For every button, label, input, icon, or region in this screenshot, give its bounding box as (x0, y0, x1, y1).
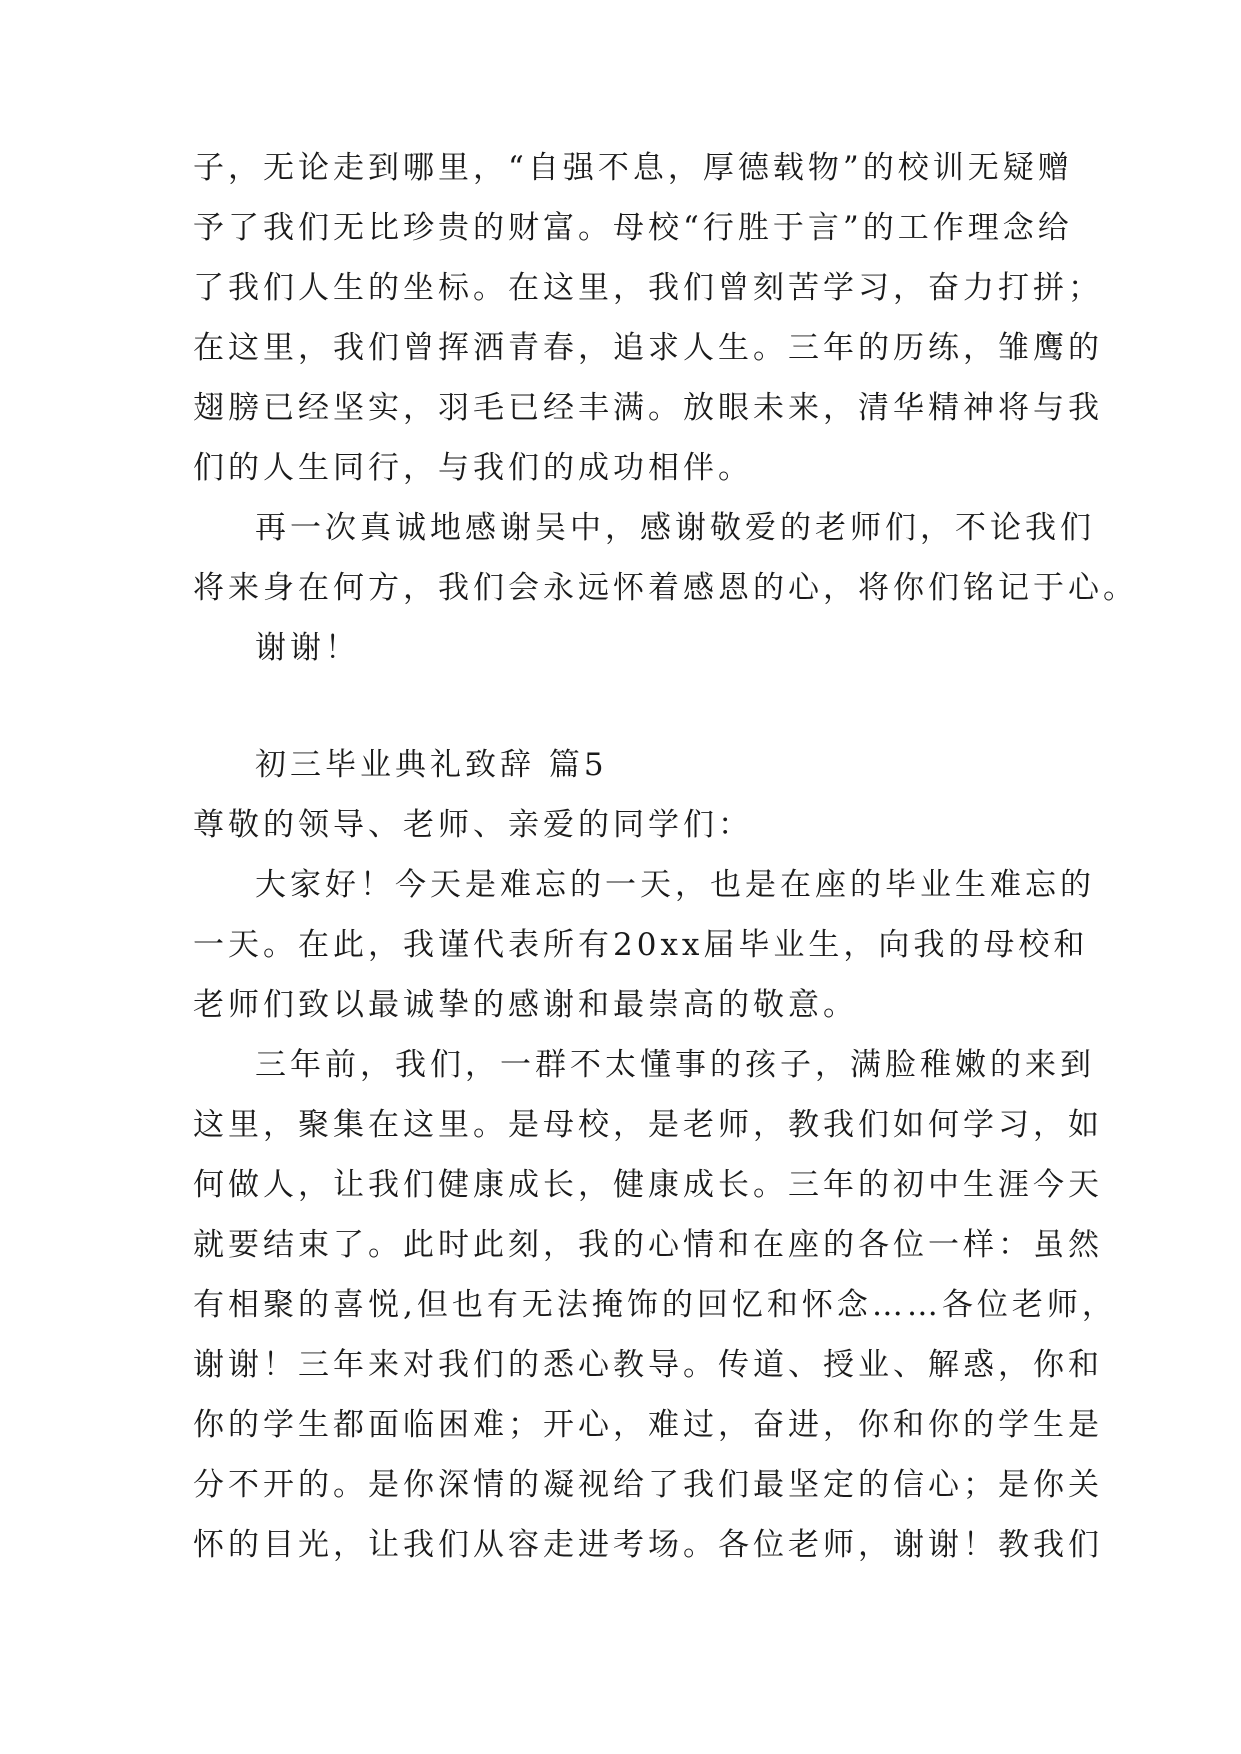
salutation: 尊敬的领导、老师、亲爱的同学们： (193, 807, 753, 843)
text-line: 这里，聚集在这里。是母校，是老师，教我们如何学习，如 (193, 1107, 1103, 1143)
text-line: 们的人生同行，与我们的成功相伴。 (193, 450, 753, 486)
text-line: 怀的目光，让我们从容走进考场。各位老师，谢谢！教我们 (193, 1527, 1103, 1563)
text-line: 分不开的。是你深情的凝视给了我们最坚定的信心；是你关 (193, 1467, 1103, 1503)
paragraph-first-line: 再一次真诚地感谢吴中，感谢敬爱的老师们，不论我们 (255, 510, 1095, 546)
text-line: 就要结束了。此时此刻，我的心情和在座的各位一样：虽然 (193, 1227, 1103, 1263)
text-line: 在这里，我们曾挥洒青春，追求人生。三年的历练，雏鹰的 (193, 330, 1103, 366)
text-line: 一天。在此，我谨代表所有20xx届毕业生，向我的母校和 (193, 927, 1089, 963)
text-line: 老师们致以最诚挚的感谢和最崇高的敬意。 (193, 987, 858, 1023)
section-heading: 初三毕业典礼致辞 篇5 (255, 747, 608, 783)
text-line: 予了我们无比珍贵的财富。母校“行胜于言”的工作理念给 (193, 210, 1073, 246)
text-line: 将来身在何方，我们会永远怀着感恩的心，将你们铭记于心。 (193, 570, 1138, 606)
text-line: 子，无论走到哪里，“自强不息，厚德载物”的校训无疑赠 (193, 150, 1073, 186)
paragraph-first-line: 大家好！今天是难忘的一天，也是在座的毕业生难忘的 (255, 867, 1095, 903)
paragraph-first-line: 三年前，我们，一群不太懂事的孩子，满脸稚嫩的来到 (255, 1047, 1095, 1083)
text-line: 你的学生都面临困难；开心，难过，奋进，你和你的学生是 (193, 1407, 1103, 1443)
text-line: 谢谢！三年来对我们的悉心教导。传道、授业、解惑，你和 (193, 1347, 1103, 1383)
text-line: 有相聚的喜悦,但也有无法掩饰的回忆和怀念……各位老师， (193, 1287, 1117, 1323)
closing-thanks: 谢谢！ (255, 630, 360, 666)
text-line: 翅膀已经坚实，羽毛已经丰满。放眼未来，清华精神将与我 (193, 390, 1103, 426)
text-line: 了我们人生的坐标。在这里，我们曾刻苦学习，奋力打拼； (193, 270, 1103, 306)
text-line: 何做人，让我们健康成长，健康成长。三年的初中生涯今天 (193, 1167, 1103, 1203)
